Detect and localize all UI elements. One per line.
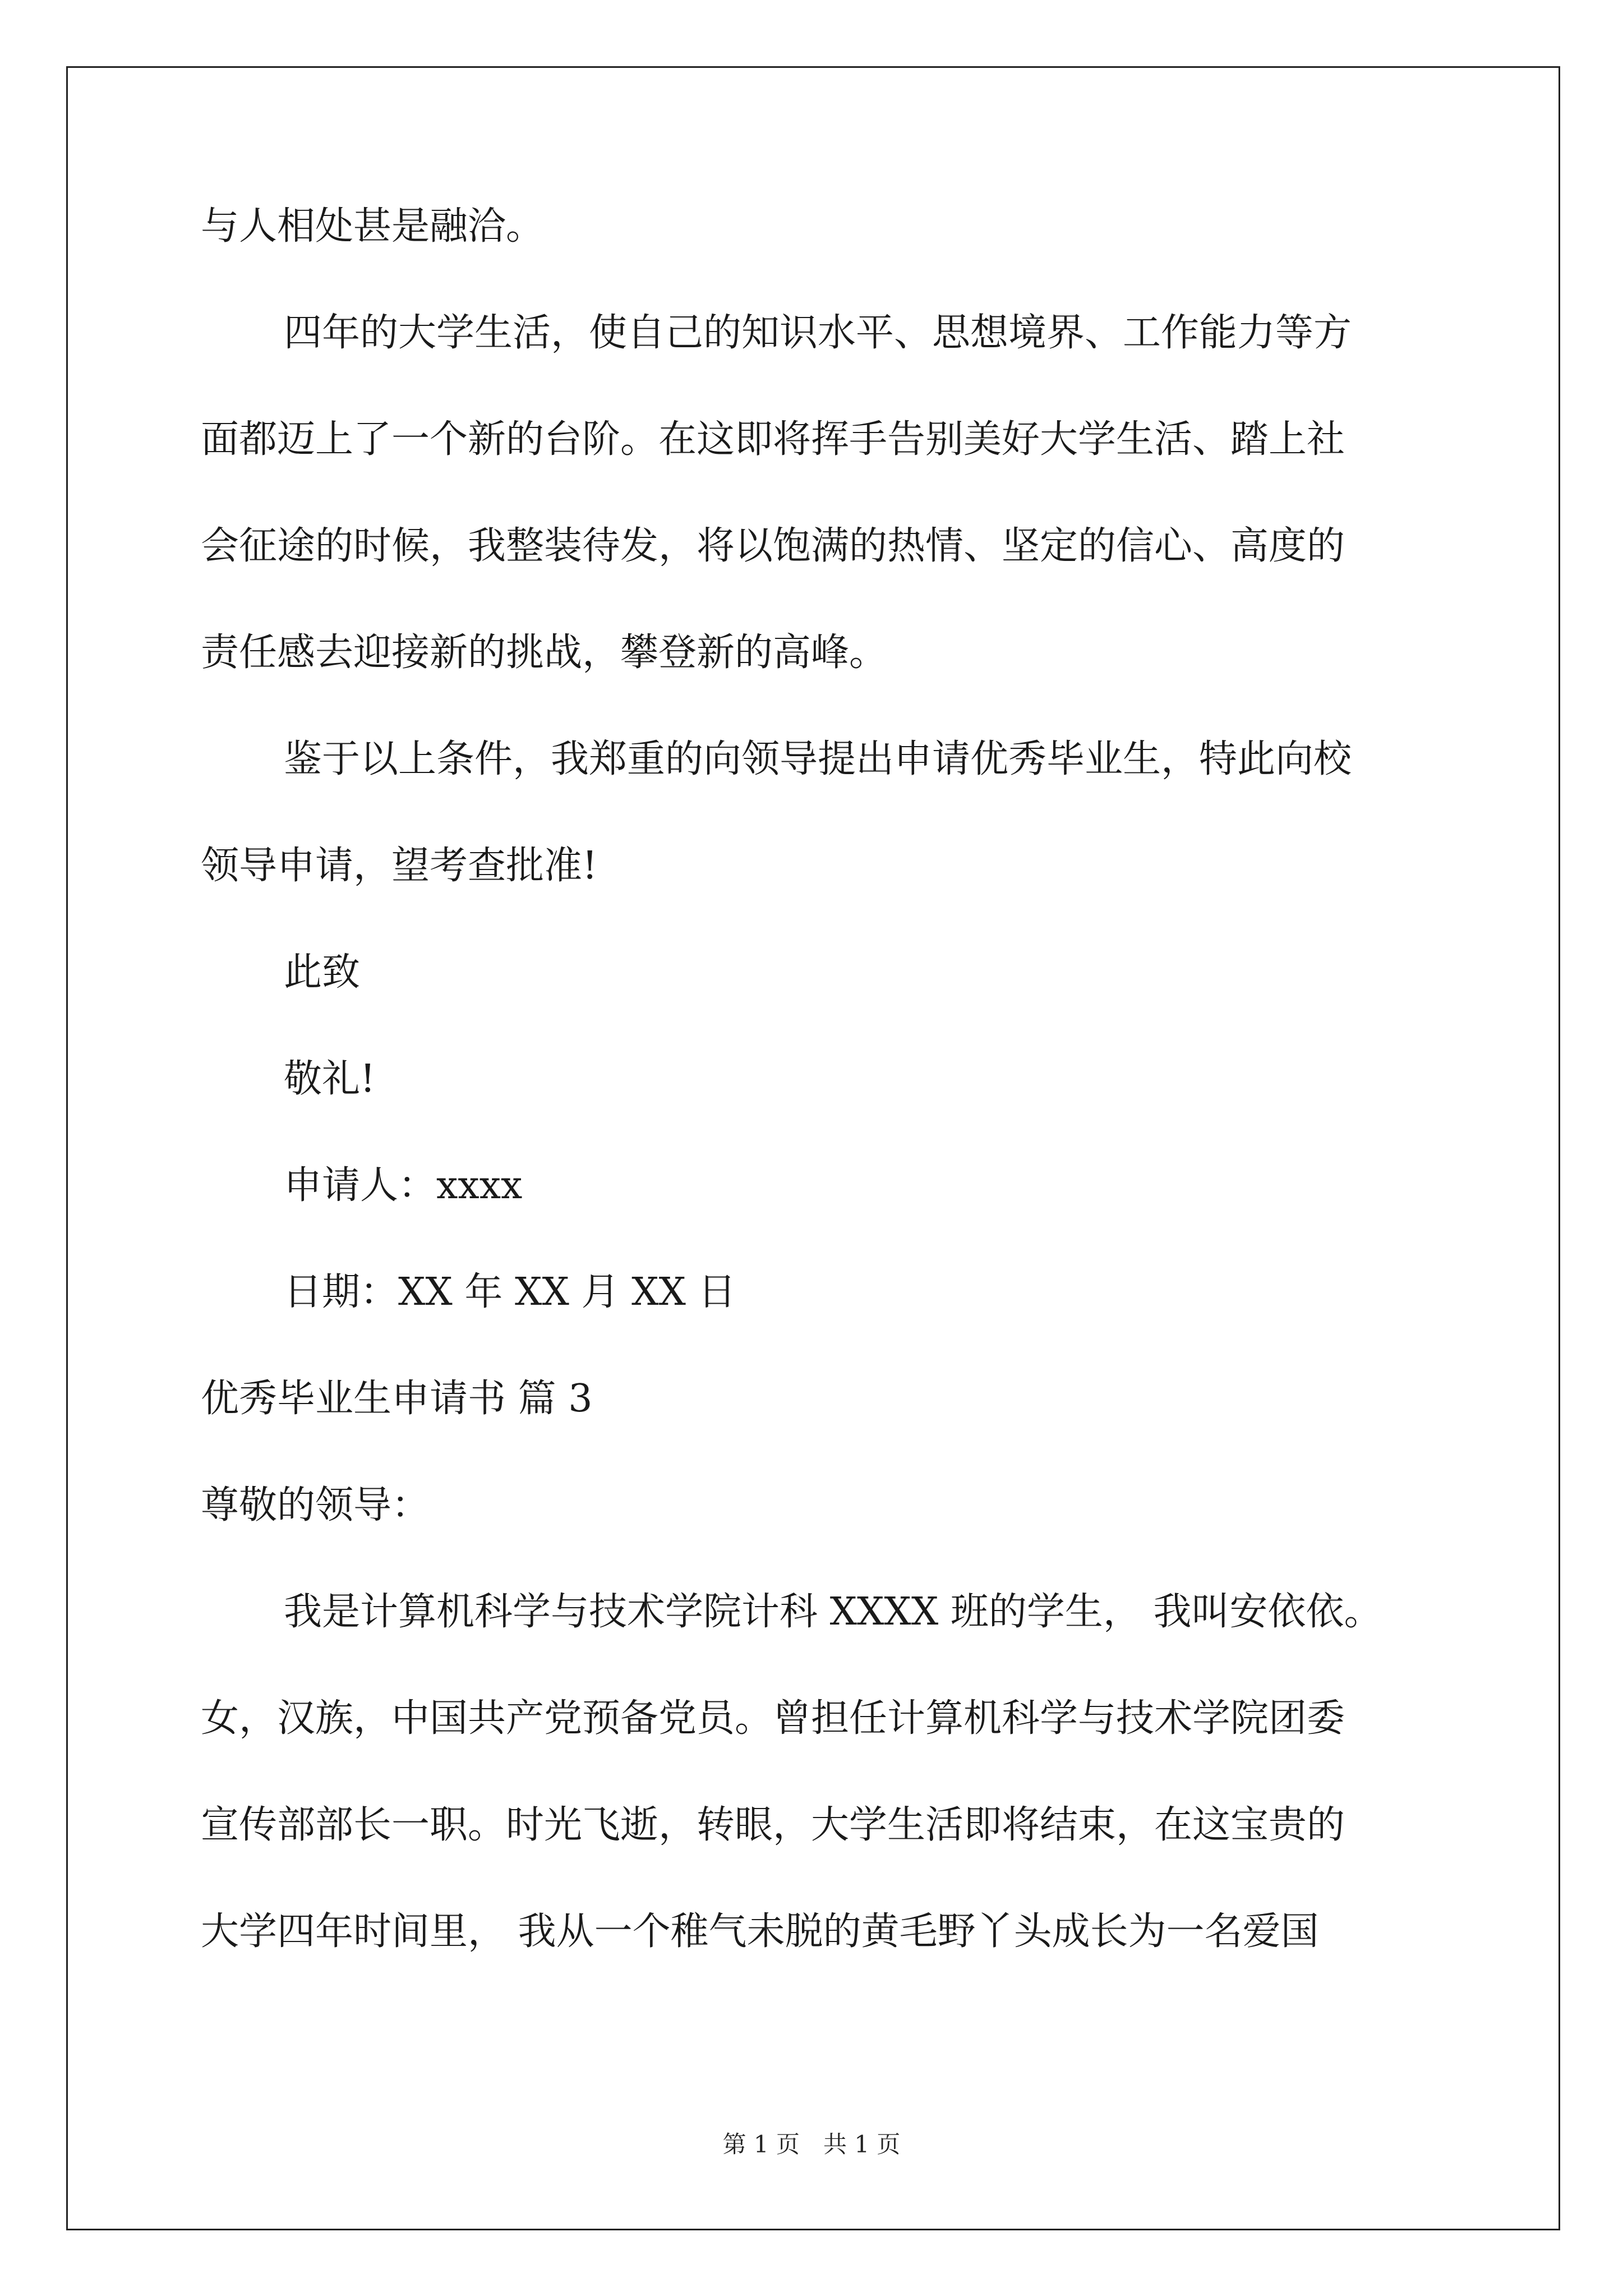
- text-line: 女，汉族，中国共产党预备党员。曾担任计算机科学与技术学院团委: [201, 1696, 1345, 1741]
- greeting-line: 尊敬的领导：: [201, 1483, 430, 1527]
- text-line: 责任感去迎接新的挑战，攀登新的高峰。: [201, 631, 888, 675]
- text-line: 领导申请，望考查批准!: [201, 844, 598, 888]
- paragraph-line: 四年的大学生活，使自己的知识水平、思想境界、工作能力等方: [284, 311, 1352, 355]
- paragraph-line: 鉴于以上条件，我郑重的向领导提出申请优秀毕业生，特此向校: [284, 737, 1352, 781]
- text-line: 与人相处甚是融洽。: [201, 204, 545, 249]
- date-line: 日期：XX 年 XX 月 XX 日: [284, 1270, 736, 1314]
- page-footer: 第 1 页 共 1 页: [722, 2131, 901, 2158]
- page-border: [66, 66, 1560, 2230]
- text-line: 大学四年时间里， 我从一个稚气未脱的黄毛野丫头成长为一名爱国: [201, 1910, 1319, 1954]
- text-line: 面都迈上了一个新的台阶。在这即将挥手告别美好大学生活、踏上社: [201, 417, 1345, 462]
- text-line: 会征途的时候，我整装待发，将以饱满的热情、坚定的信心、高度的: [201, 524, 1345, 568]
- text-line: 宣传部部长一职。时光飞逝，转眼，大学生活即将结束，在这宝贵的: [201, 1803, 1345, 1847]
- paragraph-line: 我是计算机科学与技术学院计科 XXXX 班的学生， 我叫安依依。: [284, 1590, 1382, 1634]
- applicant-line: 申请人：xxxx: [284, 1163, 523, 1208]
- section-heading: 优秀毕业生申请书 篇 3: [201, 1377, 593, 1421]
- closing-respect: 敬礼!: [284, 1057, 376, 1101]
- closing-salutation: 此致: [284, 950, 361, 995]
